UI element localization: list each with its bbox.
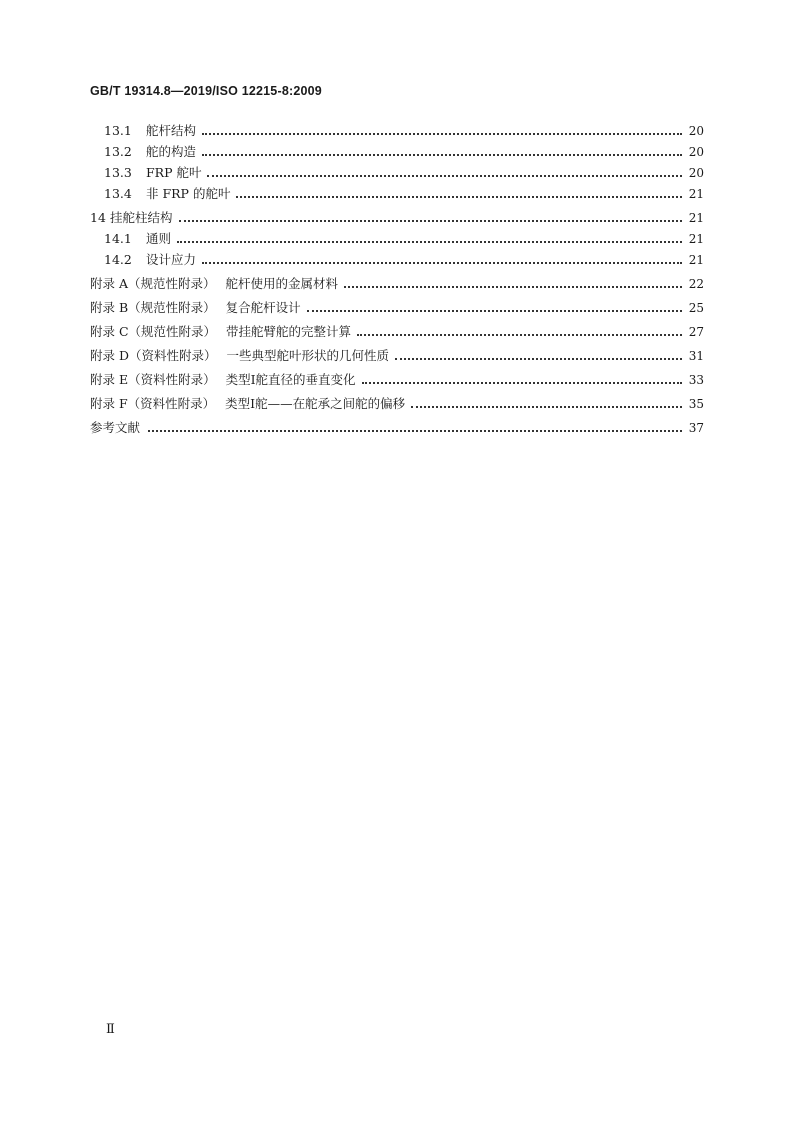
toc-entry-number: 附录 A（规范性附录） — [90, 276, 216, 291]
dot-leader — [148, 430, 682, 432]
toc-entry-14-2[interactable] — [90, 247, 704, 268]
toc-entry-annex-e[interactable] — [90, 364, 704, 388]
toc-entry-page: 21 — [688, 253, 704, 267]
toc-entry-page: 20 — [688, 124, 704, 138]
toc-entry-label: 带挂舵臂舵的完整计算 — [226, 324, 352, 339]
toc-entry-label: 舵杆结构 — [146, 123, 197, 138]
toc-entry-13-4[interactable] — [90, 181, 704, 202]
toc-entry-label: 舵杆使用的金属材料 — [225, 276, 339, 291]
dot-leader — [362, 382, 682, 384]
dot-leader — [395, 358, 682, 360]
toc-entry-page: 33 — [688, 373, 704, 387]
toc-entry-page: 21 — [688, 211, 704, 225]
toc-entry-page: 35 — [688, 397, 704, 411]
toc-entry-label: FRP 舵叶 — [146, 165, 202, 180]
toc-entry-13-2[interactable] — [90, 139, 704, 160]
standard-code-header: GB/T 19314.8—2019/ISO 12215-8:2009 — [90, 84, 322, 98]
toc-entry-number: 13.2 — [104, 144, 132, 159]
toc-entry-label: 类型Ⅰ舵直径的垂直变化 — [225, 372, 356, 387]
dot-leader — [202, 133, 682, 135]
dot-leader — [236, 196, 682, 198]
dot-leader — [202, 154, 682, 156]
dot-leader — [179, 220, 682, 222]
toc-entry-page: 27 — [688, 325, 704, 339]
toc-entry-number: 参考文献 — [90, 420, 141, 435]
toc-entry-label: 通则 — [146, 231, 172, 246]
toc-entry-label: 一些典型舵叶形状的几何性质 — [226, 348, 390, 363]
dot-leader — [307, 310, 682, 312]
dot-leader — [344, 286, 682, 288]
toc-entry-page: 22 — [688, 277, 704, 291]
toc-entry-label: 复合舵杆设计 — [225, 300, 301, 315]
toc-entry-bibliography[interactable] — [90, 412, 704, 436]
toc-entry-number: 14 — [90, 210, 106, 225]
toc-entry-label: 挂舵柱结构 — [110, 210, 173, 225]
toc-entry-label: 类型Ⅰ舵——在舵承之间舵的偏移 — [225, 396, 406, 411]
table-of-contents — [90, 118, 704, 436]
toc-entry-14[interactable] — [90, 202, 704, 226]
toc-entry-label: 非 FRP 的舵叶 — [146, 186, 231, 201]
toc-entry-number: 附录 B（规范性附录） — [90, 300, 216, 315]
toc-entry-page: 21 — [688, 232, 704, 246]
toc-entry-page: 20 — [688, 166, 704, 180]
dot-leader — [202, 262, 682, 264]
toc-entry-13-1[interactable] — [90, 118, 704, 139]
toc-entry-number: 13.4 — [104, 186, 132, 201]
toc-entry-number: 附录 F（资料性附录） — [90, 396, 216, 411]
toc-entry-annex-a[interactable] — [90, 268, 704, 292]
toc-entry-number: 附录 E（资料性附录） — [90, 372, 216, 387]
dot-leader — [177, 241, 682, 243]
toc-entry-page: 21 — [688, 187, 704, 201]
toc-entry-13-3[interactable] — [90, 160, 704, 181]
dot-leader — [411, 406, 682, 408]
page-number: Ⅱ — [106, 1022, 115, 1037]
toc-entry-page: 37 — [688, 421, 704, 435]
toc-entry-14-1[interactable] — [90, 226, 704, 247]
dot-leader — [207, 175, 682, 177]
toc-entry-label: 设计应力 — [146, 252, 197, 267]
toc-entry-number: 附录 C（规范性附录） — [90, 324, 217, 339]
toc-entry-number: 14.1 — [104, 231, 132, 246]
toc-entry-number: 14.2 — [104, 252, 132, 267]
dot-leader — [357, 334, 682, 336]
toc-entry-label: 舵的构造 — [146, 144, 197, 159]
toc-entry-page: 31 — [688, 349, 704, 363]
toc-entry-number: 13.1 — [104, 123, 132, 138]
toc-entry-annex-b[interactable] — [90, 292, 704, 316]
toc-entry-page: 25 — [688, 301, 704, 315]
toc-entry-number: 13.3 — [104, 165, 132, 180]
toc-entry-annex-c[interactable] — [90, 316, 704, 340]
toc-entry-annex-f[interactable] — [90, 388, 704, 412]
toc-entry-page: 20 — [688, 145, 704, 159]
toc-entry-annex-d[interactable] — [90, 340, 704, 364]
toc-entry-number: 附录 D（资料性附录） — [90, 348, 217, 363]
